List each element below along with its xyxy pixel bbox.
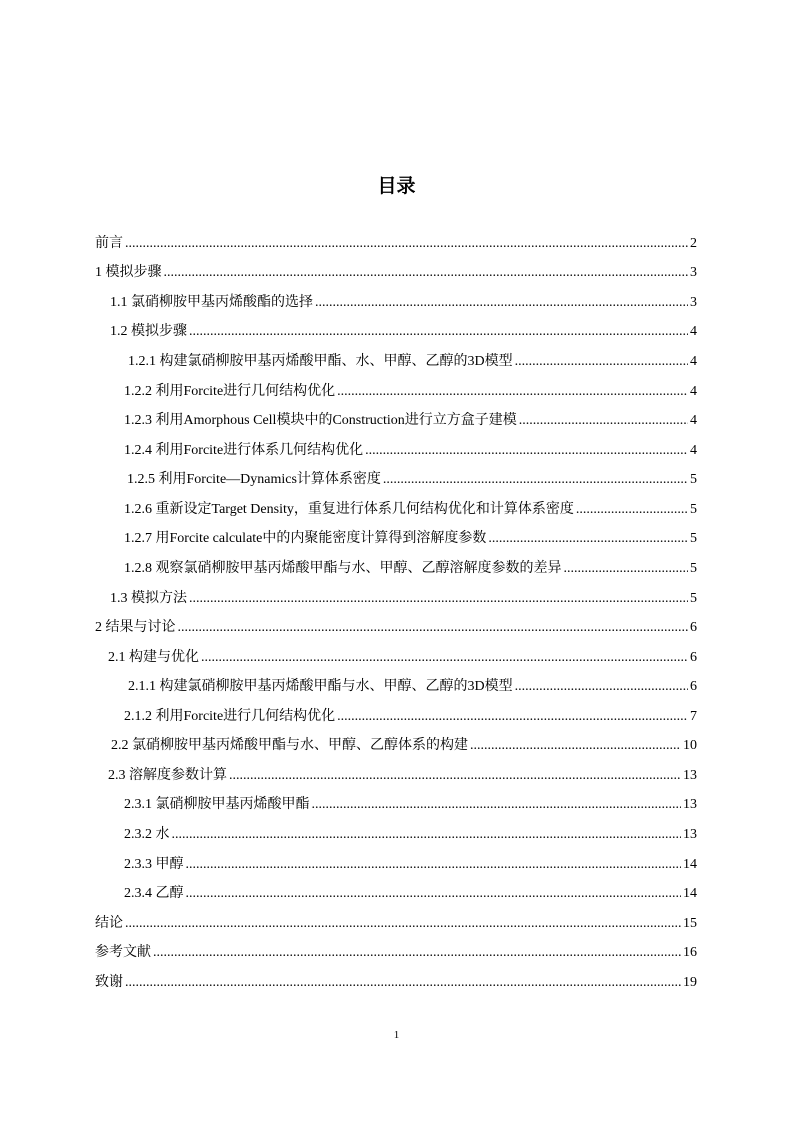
- dot-leader: [365, 441, 688, 461]
- dot-leader: [519, 411, 688, 431]
- toc-entry-1-2-7[interactable]: [124, 529, 697, 549]
- toc-entry-label: 2.3.4 乙醇: [124, 886, 184, 901]
- dot-leader: [172, 825, 682, 845]
- dot-leader: [564, 559, 689, 579]
- toc-entry-page: 4: [690, 354, 697, 369]
- toc-entry-label: 2.3.1 氯硝柳胺甲基丙烯酸甲酯: [124, 797, 310, 812]
- toc-entry-1-2-6[interactable]: [124, 500, 697, 520]
- dot-leader: [189, 589, 688, 609]
- toc-entry-label: 1.2.1 构建氯硝柳胺甲基丙烯酸甲酯、水、甲醇、乙醇的3D模型: [128, 354, 513, 369]
- dot-leader: [515, 677, 688, 697]
- toc-entry-label: 1.2.2 利用Forcite进行几何结构优化: [124, 384, 336, 399]
- toc-entry-2-1-2[interactable]: [124, 707, 697, 727]
- toc-entry-label: 结论: [95, 916, 123, 931]
- toc-entry-page: 5: [690, 591, 697, 606]
- toc-entry-label: 2.3 溶解度参数计算: [108, 768, 227, 783]
- dot-leader: [337, 707, 688, 727]
- dot-leader: [515, 352, 688, 372]
- toc-entry-label: 2.2 氯硝柳胺甲基丙烯酸甲酯与水、甲醇、乙醇体系的构建: [111, 738, 468, 753]
- toc-entry-1[interactable]: [95, 263, 697, 283]
- dot-leader: [125, 234, 688, 254]
- toc-entry-label: 1.2.7 用Forcite calculate中的内聚能密度计算得到溶解度参数: [124, 531, 487, 546]
- toc-entry-label: 1.2.8 观察氯硝柳胺甲基丙烯酸甲酯与水、甲醇、乙醇溶解度参数的差异: [124, 561, 562, 576]
- toc-entry-page: 5: [690, 531, 697, 546]
- toc-entry-conclusion[interactable]: [95, 914, 697, 934]
- toc-entry-label: 2.3.2 水: [124, 827, 170, 842]
- toc-entry-page: 5: [690, 561, 697, 576]
- toc-entry-page: 2: [690, 236, 697, 251]
- toc-entry-page: 13: [683, 827, 697, 842]
- toc-entry-page: 3: [690, 295, 697, 310]
- toc-entry-acknowledgements[interactable]: [95, 973, 697, 993]
- toc-entry-1-2-3[interactable]: [124, 411, 697, 431]
- toc-entry-page: 7: [690, 709, 697, 724]
- toc-entry-page: 6: [690, 650, 697, 665]
- toc-entry-2-3-4[interactable]: [124, 884, 697, 904]
- dot-leader: [186, 855, 682, 875]
- toc-entry-label: 2.1 构建与优化: [108, 650, 199, 665]
- toc-entry-2-3-3[interactable]: [124, 855, 697, 875]
- toc-entry-page: 4: [690, 413, 697, 428]
- dot-leader: [337, 382, 688, 402]
- toc-entry-page: 5: [690, 472, 697, 487]
- toc-entry-1-2-5[interactable]: [127, 470, 697, 490]
- toc-entry-page: 14: [683, 857, 697, 872]
- toc-entry-page: 4: [690, 443, 697, 458]
- toc-entry-label: 1.1 氯硝柳胺甲基丙烯酸酯的选择: [110, 295, 313, 310]
- dot-leader: [383, 470, 688, 490]
- toc-entry-2-1[interactable]: [108, 648, 697, 668]
- dot-leader: [470, 736, 681, 756]
- toc-entry-1-2-1[interactable]: [128, 352, 697, 372]
- toc-entry-1-2-8[interactable]: [124, 559, 697, 579]
- toc-entry-page: 4: [690, 384, 697, 399]
- toc-entry-label: 参考文献: [95, 945, 151, 960]
- toc-entry-page: 14: [683, 886, 697, 901]
- toc-entry-label: 2.3.3 甲醇: [124, 857, 184, 872]
- toc-entry-label: 前言: [95, 236, 123, 251]
- toc-entry-label: 2.1.2 利用Forcite进行几何结构优化: [124, 709, 336, 724]
- toc-entry-page: 4: [690, 324, 697, 339]
- dot-leader: [315, 293, 688, 313]
- toc-entry-page: 13: [683, 768, 697, 783]
- toc-entry-label: 1.2 模拟步骤: [110, 324, 187, 339]
- dot-leader: [189, 322, 688, 342]
- toc-entry-label: 2 结果与讨论: [95, 620, 176, 635]
- toc-entry-1-2-2[interactable]: [124, 382, 697, 402]
- dot-leader: [186, 884, 682, 904]
- toc-entry-label: 1.2.3 利用Amorphous Cell模块中的Construction进行立方盒子建模: [124, 413, 517, 428]
- toc-entry-page: 16: [683, 945, 697, 960]
- toc-entry-label: 致谢: [95, 975, 123, 990]
- dot-leader: [312, 795, 682, 815]
- dot-leader: [178, 618, 689, 638]
- page-number: 1: [393, 1029, 400, 1041]
- dot-leader: [125, 914, 681, 934]
- toc-entry-label: 1.2.4 利用Forcite进行体系几何结构优化: [124, 443, 364, 458]
- toc-entry-page: 10: [683, 738, 697, 753]
- toc-entry-page: 13: [683, 797, 697, 812]
- toc-entry-2-3[interactable]: [108, 766, 697, 786]
- toc-entry-references[interactable]: [95, 943, 697, 963]
- toc-entry-label: 2.1.1 构建氯硝柳胺甲基丙烯酸甲酯与水、甲醇、乙醇的3D模型: [128, 679, 513, 694]
- dot-leader: [201, 648, 688, 668]
- toc-entry-page: 6: [690, 620, 697, 635]
- toc-entry-1-3[interactable]: [110, 589, 697, 609]
- toc-entry-2-2[interactable]: [111, 736, 697, 756]
- toc-entry-preface[interactable]: [95, 234, 697, 254]
- page-title: 目录: [377, 175, 416, 197]
- dot-leader: [125, 973, 681, 993]
- toc-entry-page: 3: [690, 265, 697, 280]
- toc-entry-label: 1.2.5 利用Forcite—Dynamics计算体系密度: [127, 472, 381, 487]
- dot-leader: [164, 263, 689, 283]
- toc-entry-label: 1.2.6 重新设定Target Density，重复进行体系几何结构优化和计算体系密度: [124, 502, 574, 517]
- toc-entry-1-2-4[interactable]: [124, 441, 697, 461]
- toc-entry-page: 5: [690, 502, 697, 517]
- toc-entry-2[interactable]: [95, 618, 697, 638]
- toc-entry-1-1[interactable]: [110, 293, 697, 313]
- dot-leader: [576, 500, 688, 520]
- toc-entry-2-3-1[interactable]: [124, 795, 697, 815]
- dot-leader: [229, 766, 681, 786]
- toc-entry-page: 15: [683, 916, 697, 931]
- dot-leader: [488, 529, 688, 549]
- toc-entry-label: 1 模拟步骤: [95, 265, 162, 280]
- toc-entry-2-1-1[interactable]: [128, 677, 697, 697]
- toc-entry-page: 6: [690, 679, 697, 694]
- toc-entry-1-2[interactable]: [110, 322, 697, 342]
- dot-leader: [153, 943, 681, 963]
- toc-entry-label: 1.3 模拟方法: [110, 591, 187, 606]
- toc-entry-page: 19: [683, 975, 697, 990]
- toc-entry-2-3-2[interactable]: [124, 825, 697, 845]
